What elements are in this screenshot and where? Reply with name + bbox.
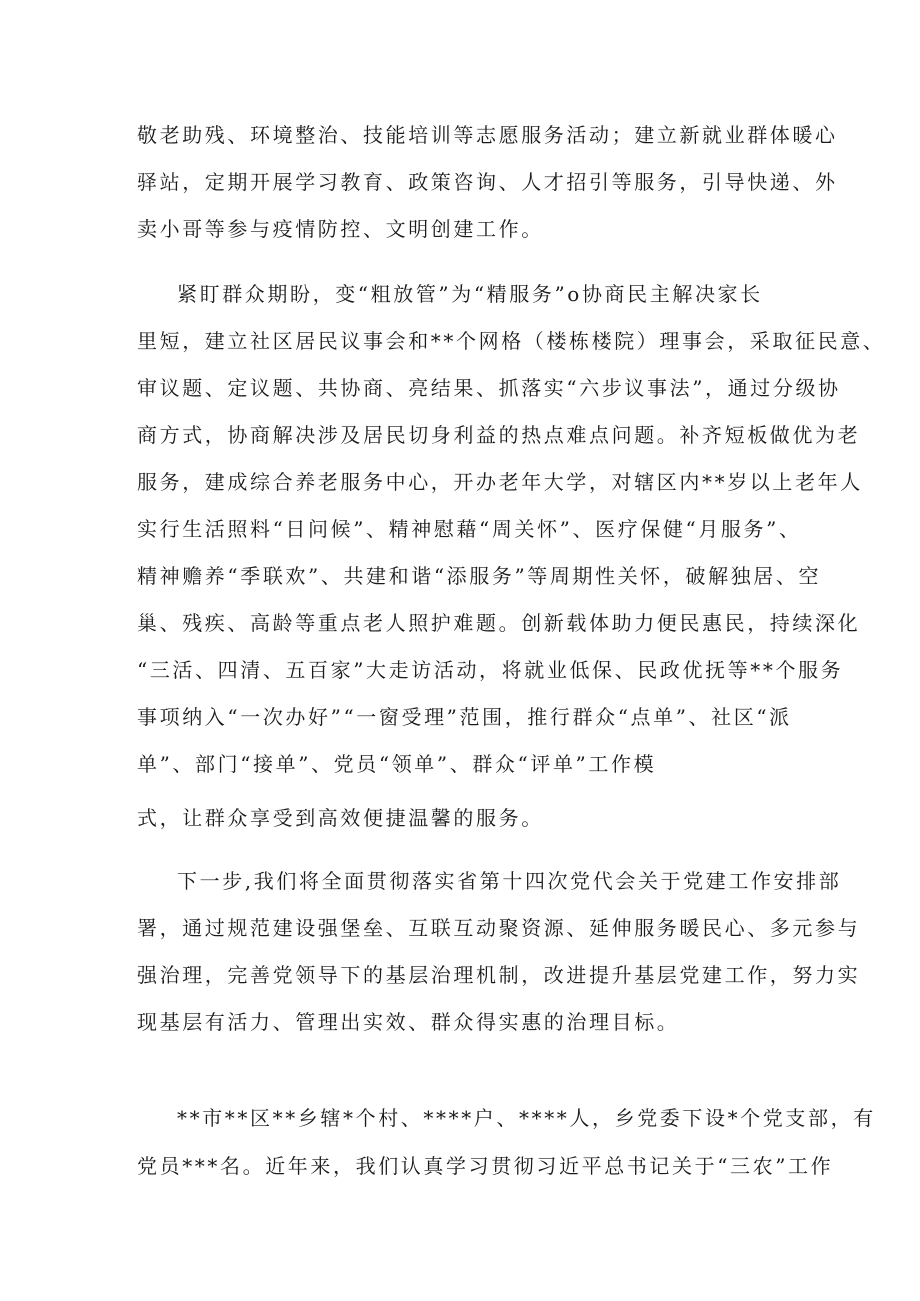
paragraph-first-line: 下一步,我们将全面贯彻落实省第十四次党代会关于党建工作安排部 (177, 869, 842, 893)
text-line: 服务，建成综合养老服务中心，开办老年大学，对辖区内**岁以上老年人 (137, 470, 863, 494)
text-line: 署，通过规范建设强堡垒、互联互动聚资源、延伸服务暖民心、多元参与 (137, 916, 861, 940)
text-line: 驿站，定期开展学习教育、政策咨询、人才招引等服务，引导快递、外 (137, 170, 838, 194)
paragraph-first-line: 紧盯群众期盼，变“粗放管”为“精服务”o协商民主解决家长 (177, 282, 763, 306)
text-line: 商方式，协商解决涉及居民切身利益的热点难点问题。补齐短板做优为老 (137, 423, 861, 447)
text-line: “三活、四清、五百家”大走访活动，将就业低保、民政优抚等**个服务 (137, 658, 844, 682)
text-line: 式，让群众享受到高效便捷温馨的服务。 (137, 806, 544, 830)
text-line: 实行生活照料“日问候”、精神慰藉“周关怀”、医疗保健“月服务”、 (137, 517, 802, 541)
text-line: 里短，建立社区居民议事会和**个网格（楼栋楼院）理事会，采取征民意、 (137, 329, 886, 353)
text-line: 事项纳入“一次办好”“一窗受理”范围，推行群众“点单”、社区“派 (137, 705, 792, 729)
text-line: 精神赡养“季联欢”、共建和谐“添服务”等周期性关怀，破解独居、空 (137, 564, 822, 588)
text-line: 卖小哥等参与疫情防控、文明创建工作。 (137, 217, 544, 241)
text-line: 强治理，完善党领导下的基层治理机制，改进提升基层党建工作，努力实 (137, 963, 861, 987)
text-line: 审议题、定议题、共协商、亮结果、抓落实“六步议事法”，通过分级协 (137, 376, 841, 400)
text-line: 单”、部门“接单”、党员“领单”、群众“评单”工作模 (137, 752, 657, 776)
text-line: 敬老助残、环境整治、技能培训等志愿服务活动；建立新就业群体暖心 (137, 123, 838, 147)
paragraph-first-line: **市**区**乡辖*个村、****户、****人，乡党委下设*个党支部，有 (177, 1106, 876, 1130)
text-line: 党员***名。近年来，我们认真学习贯彻习近平总书记关于“三农”工作 (137, 1154, 834, 1178)
text-line: 现基层有活力、管理出实效、群众得实惠的治理目标。 (137, 1010, 680, 1034)
text-line: 巢、残疾、高龄等重点老人照护难题。创新载体助力便民惠民，持续深化 (137, 611, 861, 635)
